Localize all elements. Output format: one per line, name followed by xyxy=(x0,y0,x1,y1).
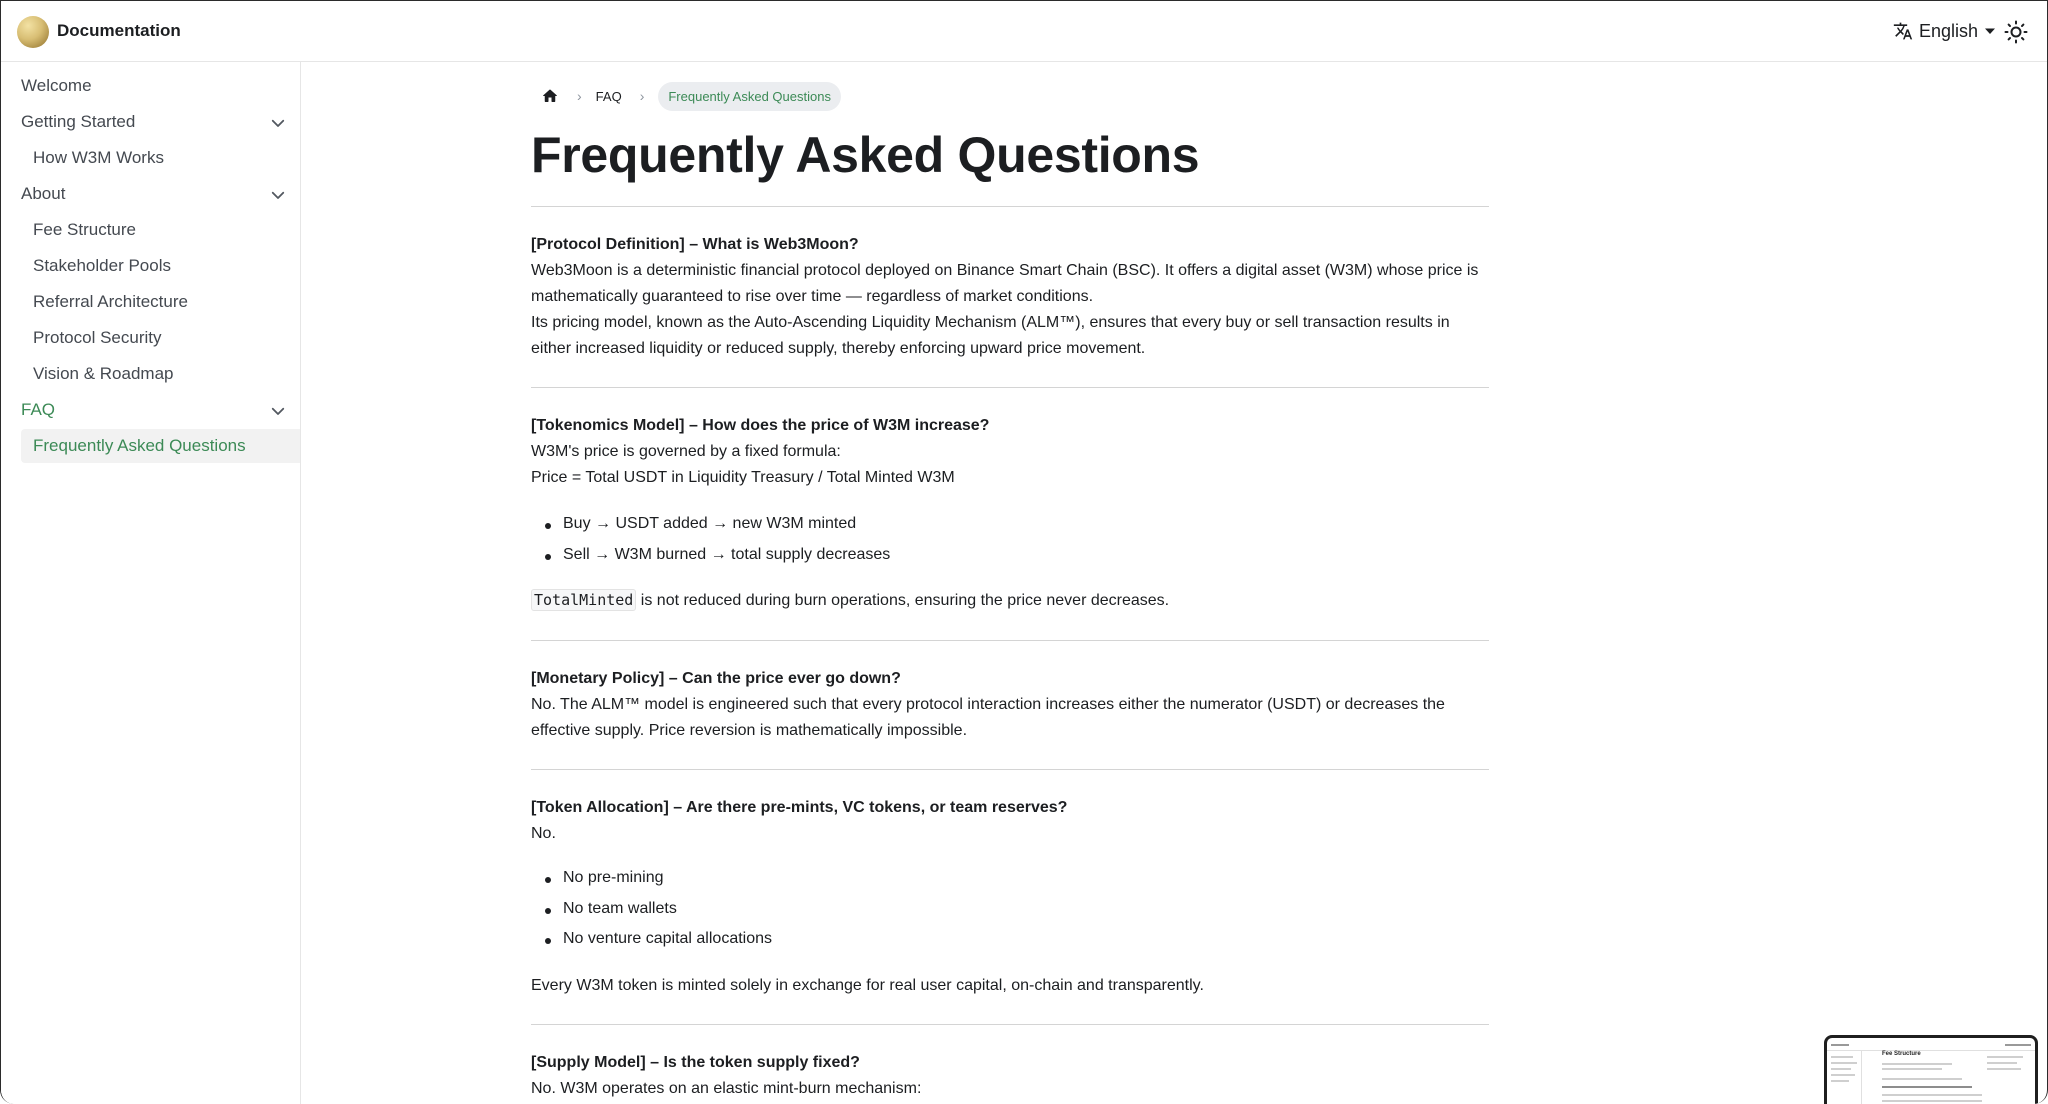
inline-code: TotalMinted xyxy=(531,589,636,611)
language-label: English xyxy=(1919,20,1979,41)
thumb-line xyxy=(1831,1074,1855,1076)
sidebar-item-vision-roadmap[interactable] xyxy=(1,357,300,391)
sidebar-item-label: Vision & Roadmap xyxy=(33,364,174,383)
sidebar-category-about[interactable] xyxy=(1,177,300,211)
sidebar-item-how-w3m-works[interactable] xyxy=(1,141,300,175)
faq-answer-paragraph: No. The ALM™ model is engineered such that every protocol interaction increases either the numerator (USDT) or decreases the effective supply. Price reversion is mathematically impossible. xyxy=(531,696,1445,739)
divider xyxy=(531,387,1489,388)
faq-question: [Protocol Definition] – What is Web3Moon? xyxy=(531,236,859,253)
chevron-down-icon[interactable] xyxy=(269,114,287,132)
thumb-line xyxy=(1831,1056,1853,1058)
list-item: No team wallets xyxy=(563,900,677,917)
sidebar-item-label: Protocol Security xyxy=(33,328,162,347)
faq-answer-paragraph xyxy=(531,587,1489,614)
sidebar-item-frequently-asked-questions[interactable] xyxy=(21,429,300,463)
site-logo[interactable] xyxy=(17,16,49,48)
sidebar-item-label: Welcome xyxy=(21,76,92,95)
divider xyxy=(531,206,1489,207)
list-item: No pre-mining xyxy=(563,869,664,886)
thumb-line xyxy=(1831,1080,1849,1082)
sidebar-item-protocol-security[interactable] xyxy=(1,321,300,355)
list-item: Buy → USDT added → new W3M minted xyxy=(563,515,857,532)
sidebar-item-label: FAQ xyxy=(21,400,56,419)
faq-answer-paragraph: No. W3M operates on an elastic mint-burn mechanism: xyxy=(531,1080,922,1097)
sidebar-item-label: Fee Structure xyxy=(33,220,136,239)
sun-icon[interactable] xyxy=(2004,20,2028,44)
breadcrumb-separator-icon: › xyxy=(639,88,645,104)
thumb-line xyxy=(1831,1044,1849,1046)
home-icon[interactable] xyxy=(541,87,559,105)
chevron-down-icon[interactable] xyxy=(269,402,287,420)
sidebar-item-referral-architecture[interactable] xyxy=(1,285,300,319)
translate-icon xyxy=(1893,21,1913,41)
thumb-title: Fee Structure xyxy=(1882,1051,1921,1057)
divider xyxy=(531,1024,1489,1025)
faq-answer-line: No. xyxy=(531,825,556,842)
thumb-line xyxy=(1831,1062,1857,1064)
faq-answer-line: W3M's price is governed by a fixed formula: xyxy=(531,443,841,460)
sidebar-item-fee-structure[interactable] xyxy=(1,213,300,247)
list-item: Sell → W3M burned → total supply decreases xyxy=(563,546,891,563)
breadcrumb-link-faq[interactable]: FAQ xyxy=(595,88,622,104)
thumb-line xyxy=(1882,1063,1952,1065)
thumb-line xyxy=(1831,1068,1851,1070)
breadcrumb-separator-icon: › xyxy=(577,88,582,104)
faq-answer-paragraph: Web3Moon is a deterministic financial protocol deployed on Binance Smart Chain (BSC). It offers a digital asset (W3M) whose price is mathematically guaranteed to rise over time — regardless of market conditions. xyxy=(531,262,1479,305)
thumb-line xyxy=(1827,1050,2038,1051)
screenshot-preview-thumbnail[interactable] xyxy=(1824,1035,2038,1104)
faq-answer-paragraph: Its pricing model, known as the Auto-Ascending Liquidity Mechanism (ALM™), ensures that every buy or sell transaction results in either increased liquidity or reduced supply, thereby enforcing upward price movement. xyxy=(531,314,1450,357)
divider xyxy=(531,640,1489,641)
thumb-line xyxy=(1987,1056,2023,1058)
thumb-line xyxy=(1861,1051,1862,1104)
chevron-down-icon[interactable] xyxy=(269,186,287,204)
faq-question: [Tokenomics Model] – How does the price of W3M increase? xyxy=(531,417,990,434)
thumb-line xyxy=(1882,1100,1982,1102)
faq-question: [Token Allocation] – Are there pre-mints, VC tokens, or team reserves? xyxy=(531,799,1068,816)
sidebar-category-faq[interactable] xyxy=(1,393,300,427)
top-navbar xyxy=(1,1,2048,62)
language-dropdown[interactable] xyxy=(1893,19,1996,43)
sidebar-item-label: Getting Started xyxy=(21,112,136,131)
sidebar-item-label: Frequently Asked Questions xyxy=(33,436,246,455)
site-brand[interactable]: Documentation xyxy=(57,21,181,40)
sidebar-item-label: How W3M Works xyxy=(33,148,164,167)
sidebar-category-getting-started[interactable] xyxy=(1,105,300,139)
caret-down-icon xyxy=(1984,25,1996,37)
divider xyxy=(531,769,1489,770)
faq-formula-line: Price = Total USDT in Liquidity Treasury / Total Minted W3M xyxy=(531,469,955,486)
list-item: No venture capital allocations xyxy=(563,930,773,947)
sidebar-item-label: Stakeholder Pools xyxy=(33,256,171,275)
breadcrumb-current: Frequently Asked Questions xyxy=(658,82,841,111)
thumb-line xyxy=(1987,1062,2017,1064)
faq-question: [Supply Model] – Is the token supply fixed? xyxy=(531,1054,860,1071)
sidebar-item-label: About xyxy=(21,184,66,203)
thumb-line xyxy=(2005,1044,2031,1046)
faq-answer-paragraph: Every W3M token is minted solely in exchange for real user capital, on-chain and transparently. xyxy=(531,977,1204,994)
faq-answer-text: is not reduced during burn operations, ensuring the price never decreases. xyxy=(636,592,1170,609)
breadcrumb xyxy=(531,80,841,112)
thumb-line xyxy=(1987,1068,2021,1070)
thumb-line xyxy=(1882,1078,1962,1080)
sidebar-item-welcome[interactable] xyxy=(1,69,300,103)
faq-question: [Monetary Policy] – Can the price ever go down? xyxy=(531,670,901,687)
sidebar-item-stakeholder-pools[interactable] xyxy=(1,249,300,283)
page-title: Frequently Asked Questions xyxy=(531,127,1200,183)
thumb-line xyxy=(1882,1086,1972,1088)
sidebar-nav xyxy=(1,62,301,1104)
sidebar-item-label: Referral Architecture xyxy=(33,292,188,311)
thumb-line xyxy=(1882,1068,1942,1070)
thumb-line xyxy=(1882,1094,1982,1096)
